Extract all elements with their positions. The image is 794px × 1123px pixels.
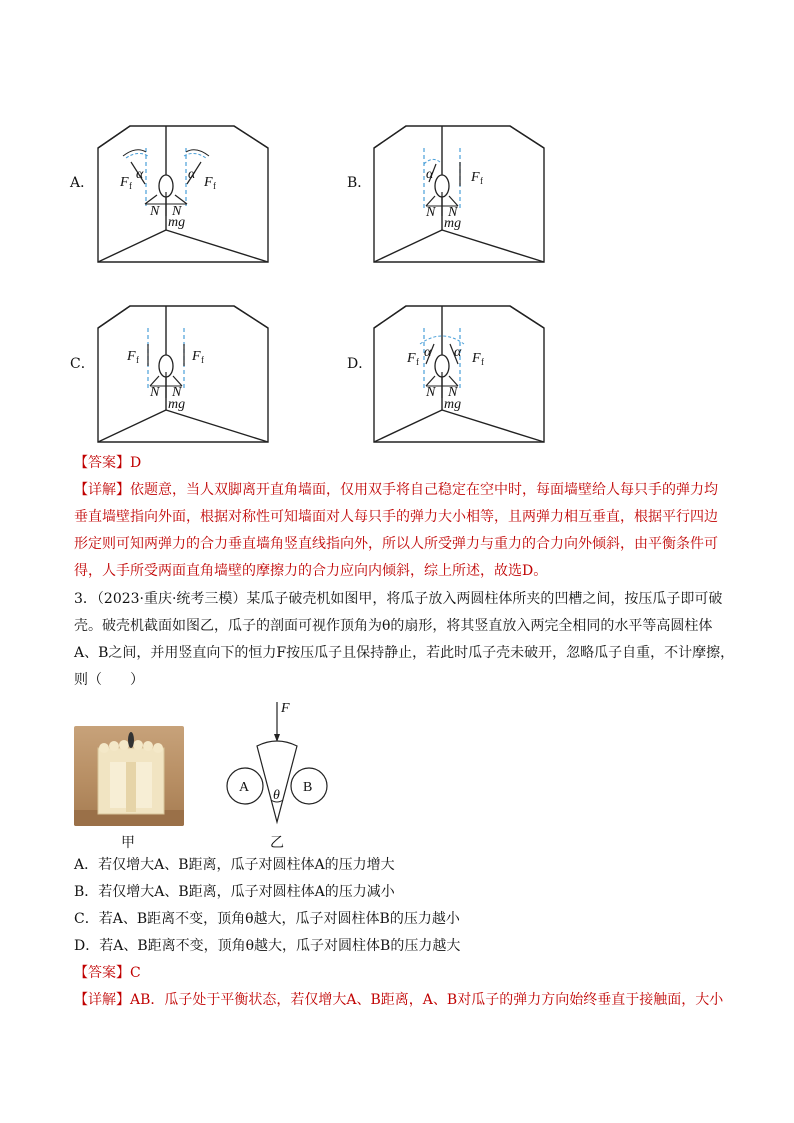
cross-section-diagram	[224, 698, 334, 826]
gravity-label: mg	[168, 215, 186, 230]
figure-label-jia: 甲	[121, 835, 135, 851]
answer-value: D	[130, 455, 142, 471]
answer-tag: 【答案】	[74, 965, 130, 981]
figure-label-yi: 乙	[270, 835, 284, 851]
friction-label: F	[204, 175, 213, 190]
alpha-label: α	[136, 167, 144, 182]
alpha-label: α	[426, 167, 434, 182]
cylinder-a-label: A	[239, 780, 250, 795]
explain-text: AB．瓜子处于平衡状态，若仅增大A、B距离，A、B对瓜子的弹力方向始终垂直于接触面，大小	[130, 992, 724, 1008]
q3-answer	[74, 960, 724, 987]
normal-force-label: N	[426, 205, 436, 220]
gravity-label: mg	[444, 397, 462, 412]
friction-subscript: f	[129, 181, 132, 191]
friction-subscript: f	[201, 355, 204, 365]
explain-tag: 【详解】	[74, 482, 130, 498]
q3-stem-line1: 3．（2023·重庆·统考三模）某瓜子破壳机如图甲，将瓜子放入两圆柱体所夹的凹槽之间，按压瓜子即可破	[74, 591, 723, 607]
friction-label: F	[192, 349, 201, 364]
figure-option-c	[98, 306, 268, 446]
friction-label: F	[471, 170, 480, 185]
answer-value: C	[130, 965, 141, 981]
q3-option-b: B．若仅增大A、B距离，瓜子对圆柱体A的压力减小	[74, 884, 395, 900]
friction-label: F	[127, 349, 136, 364]
normal-force-label: N	[448, 385, 458, 400]
q2-explanation	[74, 477, 724, 585]
q2-answer	[74, 450, 724, 477]
option-b-label: B．	[347, 175, 372, 191]
figure-option-d	[374, 306, 544, 446]
option-a-label: A．	[70, 175, 95, 191]
option-c-label: C．	[70, 356, 95, 372]
gravity-label: mg	[444, 216, 462, 231]
normal-force-label: N	[150, 385, 160, 400]
q3-stem-line2: 壳。破壳机截面如图乙，瓜子的剖面可视作顶角为θ的扇形，将其竖直放入两完全相同的水平等高圆柱体	[74, 618, 713, 634]
q3-stem-line3: A、B之间，并用竖直向下的恒力F按压瓜子且保持静止，若此时瓜子壳未破开，忽略瓜子自重，不计摩擦，	[74, 645, 735, 661]
wall-corner-diagram-a	[98, 126, 268, 266]
wall-corner-diagram-d	[374, 306, 544, 446]
q3-stem-line4: 则（ ）	[74, 672, 144, 688]
q3-option-c: C．若A、B距离不变，顶角θ越大，瓜子对圆柱体B的压力越小	[74, 911, 460, 927]
alpha-label: α	[188, 167, 196, 182]
friction-subscript: f	[481, 357, 484, 367]
answer-tag: 【答案】	[74, 455, 130, 471]
wall-corner-diagram-b	[374, 126, 544, 266]
normal-force-label: N	[172, 204, 182, 219]
explain-tag: 【详解】	[74, 992, 130, 1008]
figure-option-b	[374, 126, 544, 266]
alpha-label: α	[424, 345, 432, 360]
friction-subscript: f	[213, 181, 216, 191]
q3-explanation	[74, 987, 724, 1014]
cylinder-b-label: B	[303, 780, 313, 795]
q3-option-d: D．若A、B距离不变，顶角θ越大，瓜子对圆柱体B的压力越大	[74, 938, 461, 954]
force-label: F	[281, 701, 290, 716]
figure-option-a	[98, 126, 268, 266]
normal-force-label: N	[150, 204, 160, 219]
seed-cracker-photo	[74, 726, 184, 826]
friction-label: F	[407, 351, 416, 366]
q3-option-a: A．若仅增大A、B距离，瓜子对圆柱体A的压力增大	[74, 857, 395, 873]
normal-force-label: N	[448, 205, 458, 220]
friction-subscript: f	[136, 355, 139, 365]
normal-force-label: N	[172, 385, 182, 400]
wall-corner-diagram-c	[98, 306, 268, 446]
gravity-label: mg	[168, 397, 186, 412]
normal-force-label: N	[426, 385, 436, 400]
friction-subscript: f	[416, 357, 419, 367]
friction-subscript: f	[480, 176, 483, 186]
option-d-label: D．	[347, 356, 373, 372]
friction-label: F	[120, 175, 129, 190]
angle-label: θ	[273, 788, 280, 803]
alpha-label: α	[454, 345, 462, 360]
explain-text: 依题意，当人双脚离开直角墙面，仅用双手将自己稳定在空中时，每面墙壁给人每只手的弹力均垂直墙壁指向外面，根据对称性可知墙面对人每只手的弹力大小相等，且两弹力相互垂直，根据平行四边形定则可知两弹力的合力垂直墙角竖直线指向外，所以人所受弹力与重力的合力向外倾斜，由平衡条件可得，人手所受两面直角墙壁的摩擦力的合力应向内倾斜，综上所述，故选D。	[74, 482, 718, 579]
friction-label: F	[472, 351, 481, 366]
